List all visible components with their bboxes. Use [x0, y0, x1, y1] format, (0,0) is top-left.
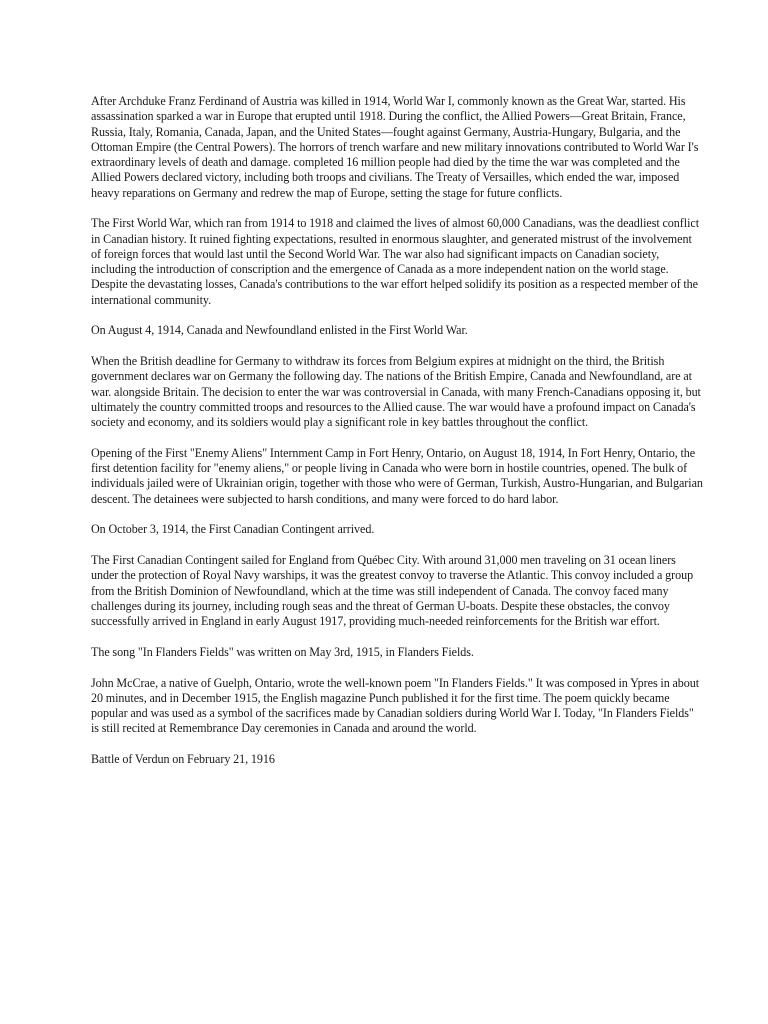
paragraph-5: Opening of the First "Enemy Aliens" Internment Camp in Fort Henry, Ontario, on August 18, 1914, In Fort Henry, Ontario, the first detention facility for "enemy aliens," or people living in Canada who were born in hostile countries, opened. The bulk of individuals jailed were of Ukrainian origin, together with those who were of German, Turkish, Austro-Hungarian, and Bulgarian descent. The detainees were subjected to harsh conditions, and many were forced to do hard labor. [91, 445, 703, 506]
paragraph-8: The song "In Flanders Fields" was written on May 3rd, 1915, in Flanders Fields. [91, 644, 474, 659]
paragraph-4: When the British deadline for Germany to withdraw its forces from Belgium expires at midnight on the third, the British government declares war on Germany the following day. The nations of the British Empire, Canada and Newfoundland, are at war. alongside Britain. The decision to enter the war was controversial in Canada, with many French-Canadians opposing it, but ultimately the country committed troops and resources to the Allied cause. The war would have a profound impact on Canada's society and economy, and its soldiers would play a significant role in key battles throughout the conflict. [91, 354, 701, 429]
paragraph-1: After Archduke Franz Ferdinand of Austria was killed in 1914, World War I, commonly known as the Great War, started. His assassination sparked a war in Europe that erupted until 1918. During the conflict, the Allied Powers—Great Britain, France, Russia, Italy, Romania, Canada, Japan, and the United States—fought against Germany, Austria-Hungary, Bulgaria, and the Ottoman Empire (the Central Powers). The horrors of trench warfare and new military innovations contributed to World War I's extraordinary levels of death and damage. completed 16 million people had died by the time the war was completed and the Allied Powers declared victory, including both troops and civilians. The Treaty of Versailles, which ended the war, imposed heavy reparations on Germany and redrew the map of Europe, setting the stage for future conflicts. [91, 94, 699, 200]
paragraph-7: The First Canadian Contingent sailed for England from Québec City. With around 31,000 men traveling on 31 ocean liners under the protection of Royal Navy warships, it was the greatest convoy to traverse the Atlantic. This convoy included a group from the British Dominion of Newfoundland, which at the time was still independent of Canada. The convoy faced many challenges during its journey, including rough seas and the threat of German U-boats. Despite these obstacles, the convoy successfully arrived in England in early August 1917, providing much-needed reinforcements for the British war effort. [91, 553, 694, 628]
paragraph-2: The First World War, which ran from 1914 to 1918 and claimed the lives of almost 60,000 Canadians, was the deadliest conflict in Canadian history. It ruined fighting expectations, resulted in enormous slaughter, and generated mistrust of the involvement of foreign forces that would last until the Second World War. The war also had significant impacts on Canadian society, including the introduction of conscription and the emergence of Canada as a more independent nation on the world stage. Despite the devastating losses, Canada's contributions to the war effort helped solidify its position as a respected member of the international community. [91, 216, 700, 307]
paragraph-9: John McCrae, a native of Guelph, Ontario, wrote the well-known poem "In Flanders Fields." It was composed in Ypres in about 20 minutes, and in December 1915, the English magazine Punch published it for the first time. The poem quickly became popular and was used as a symbol of the sacrifices made by Canadian soldiers during World War I. Today, "In Flanders Fields" is still recited at Remembrance Day ceremonies in Canada and around the world. [91, 675, 700, 736]
paragraph-6: On October 3, 1914, the First Canadian Contingent arrived. [91, 522, 375, 537]
paragraph-3: On August 4, 1914, Canada and Newfoundland enlisted in the First World War. [91, 323, 468, 338]
paragraph-10: Battle of Verdun on February 21, 1916 [91, 752, 275, 766]
